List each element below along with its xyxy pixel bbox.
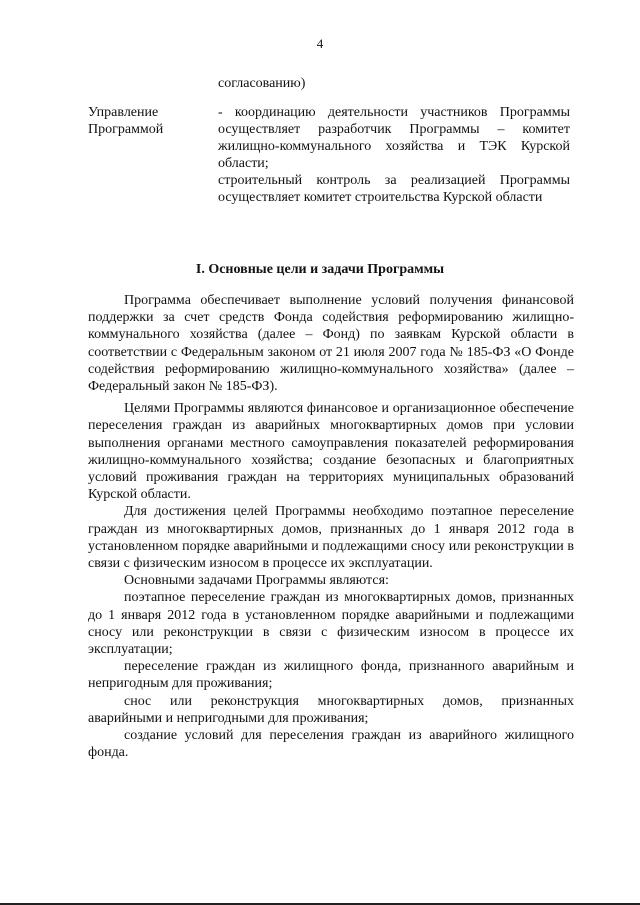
paragraph-1: Программа обеспечивает выполнение условий получения финансовой поддержки за счет средств Фонда содействия реформированию жилищно-коммунального хозяйства (далее – Фонд) по заявкам Курской области в соответствии с Федеральным законом от 21 июля 2007 года № 185-ФЗ «О Фонде содействия реформированию жилищно-коммунального хозяйства» (далее – Федеральный закон № 185-ФЗ). bbox=[88, 293, 574, 395]
management-paragraph-2: строительный контроль за реализацией Программы осуществляет комитет строительства Курской области bbox=[218, 173, 570, 205]
paragraph-8: создание условий для переселения граждан из аварийного жилищного фонда. bbox=[88, 728, 574, 761]
paragraph-2: Целями Программы являются финансовое и организационное обеспечение переселения граждан из аварийных многоквартирных домов при условии выполнения органами местного самоуправления показателей реформирования жилищно-коммунального хозяйства; создание безопасных и благоприятных условий проживания граждан на территориях муниципальных образований Курской области. bbox=[88, 401, 574, 503]
page-number: 4 bbox=[316, 36, 324, 51]
section-heading: I. Основные цели и задачи Программы bbox=[195, 262, 445, 277]
left-label-line-2: Программой bbox=[88, 122, 164, 137]
paragraph-5: поэтапное переселение граждан из многоквартирных домов, признанных до 1 января 2012 года в установленном порядке аварийными и подлежащими сносу или реконструкции в связи с физическим износом в процессе их эксплуатации; bbox=[88, 590, 574, 658]
paragraph-4: Основными задачами Программы являются: bbox=[124, 573, 389, 589]
paragraph-6: переселение граждан из жилищного фонда, признанного аварийным и непригодным для проживания; bbox=[88, 659, 574, 692]
paragraph-3: Для достижения целей Программы необходимо поэтапное переселение граждан из многоквартирных домов, признанных до 1 января 2012 года в установленном порядке аварийными и подлежащими сносу или реконструкции в связи с физическим износом в процессе их эксплуатации. bbox=[88, 504, 574, 572]
continuation-text: согласованию) bbox=[218, 76, 306, 91]
table-right-cell bbox=[218, 104, 570, 206]
paragraph-7: снос или реконструкция многоквартирных домов, признанных аварийными и непригодными для проживания; bbox=[88, 693, 574, 726]
section-body bbox=[88, 292, 574, 761]
table-left-cell bbox=[88, 104, 198, 138]
management-paragraph-1: - координацию деятельности участников Программы осуществляет разработчик Программы – комитет жилищно-коммунального хозяйства и ТЭК Курской области; bbox=[218, 105, 570, 171]
left-label-line-1: Управление bbox=[88, 105, 159, 120]
